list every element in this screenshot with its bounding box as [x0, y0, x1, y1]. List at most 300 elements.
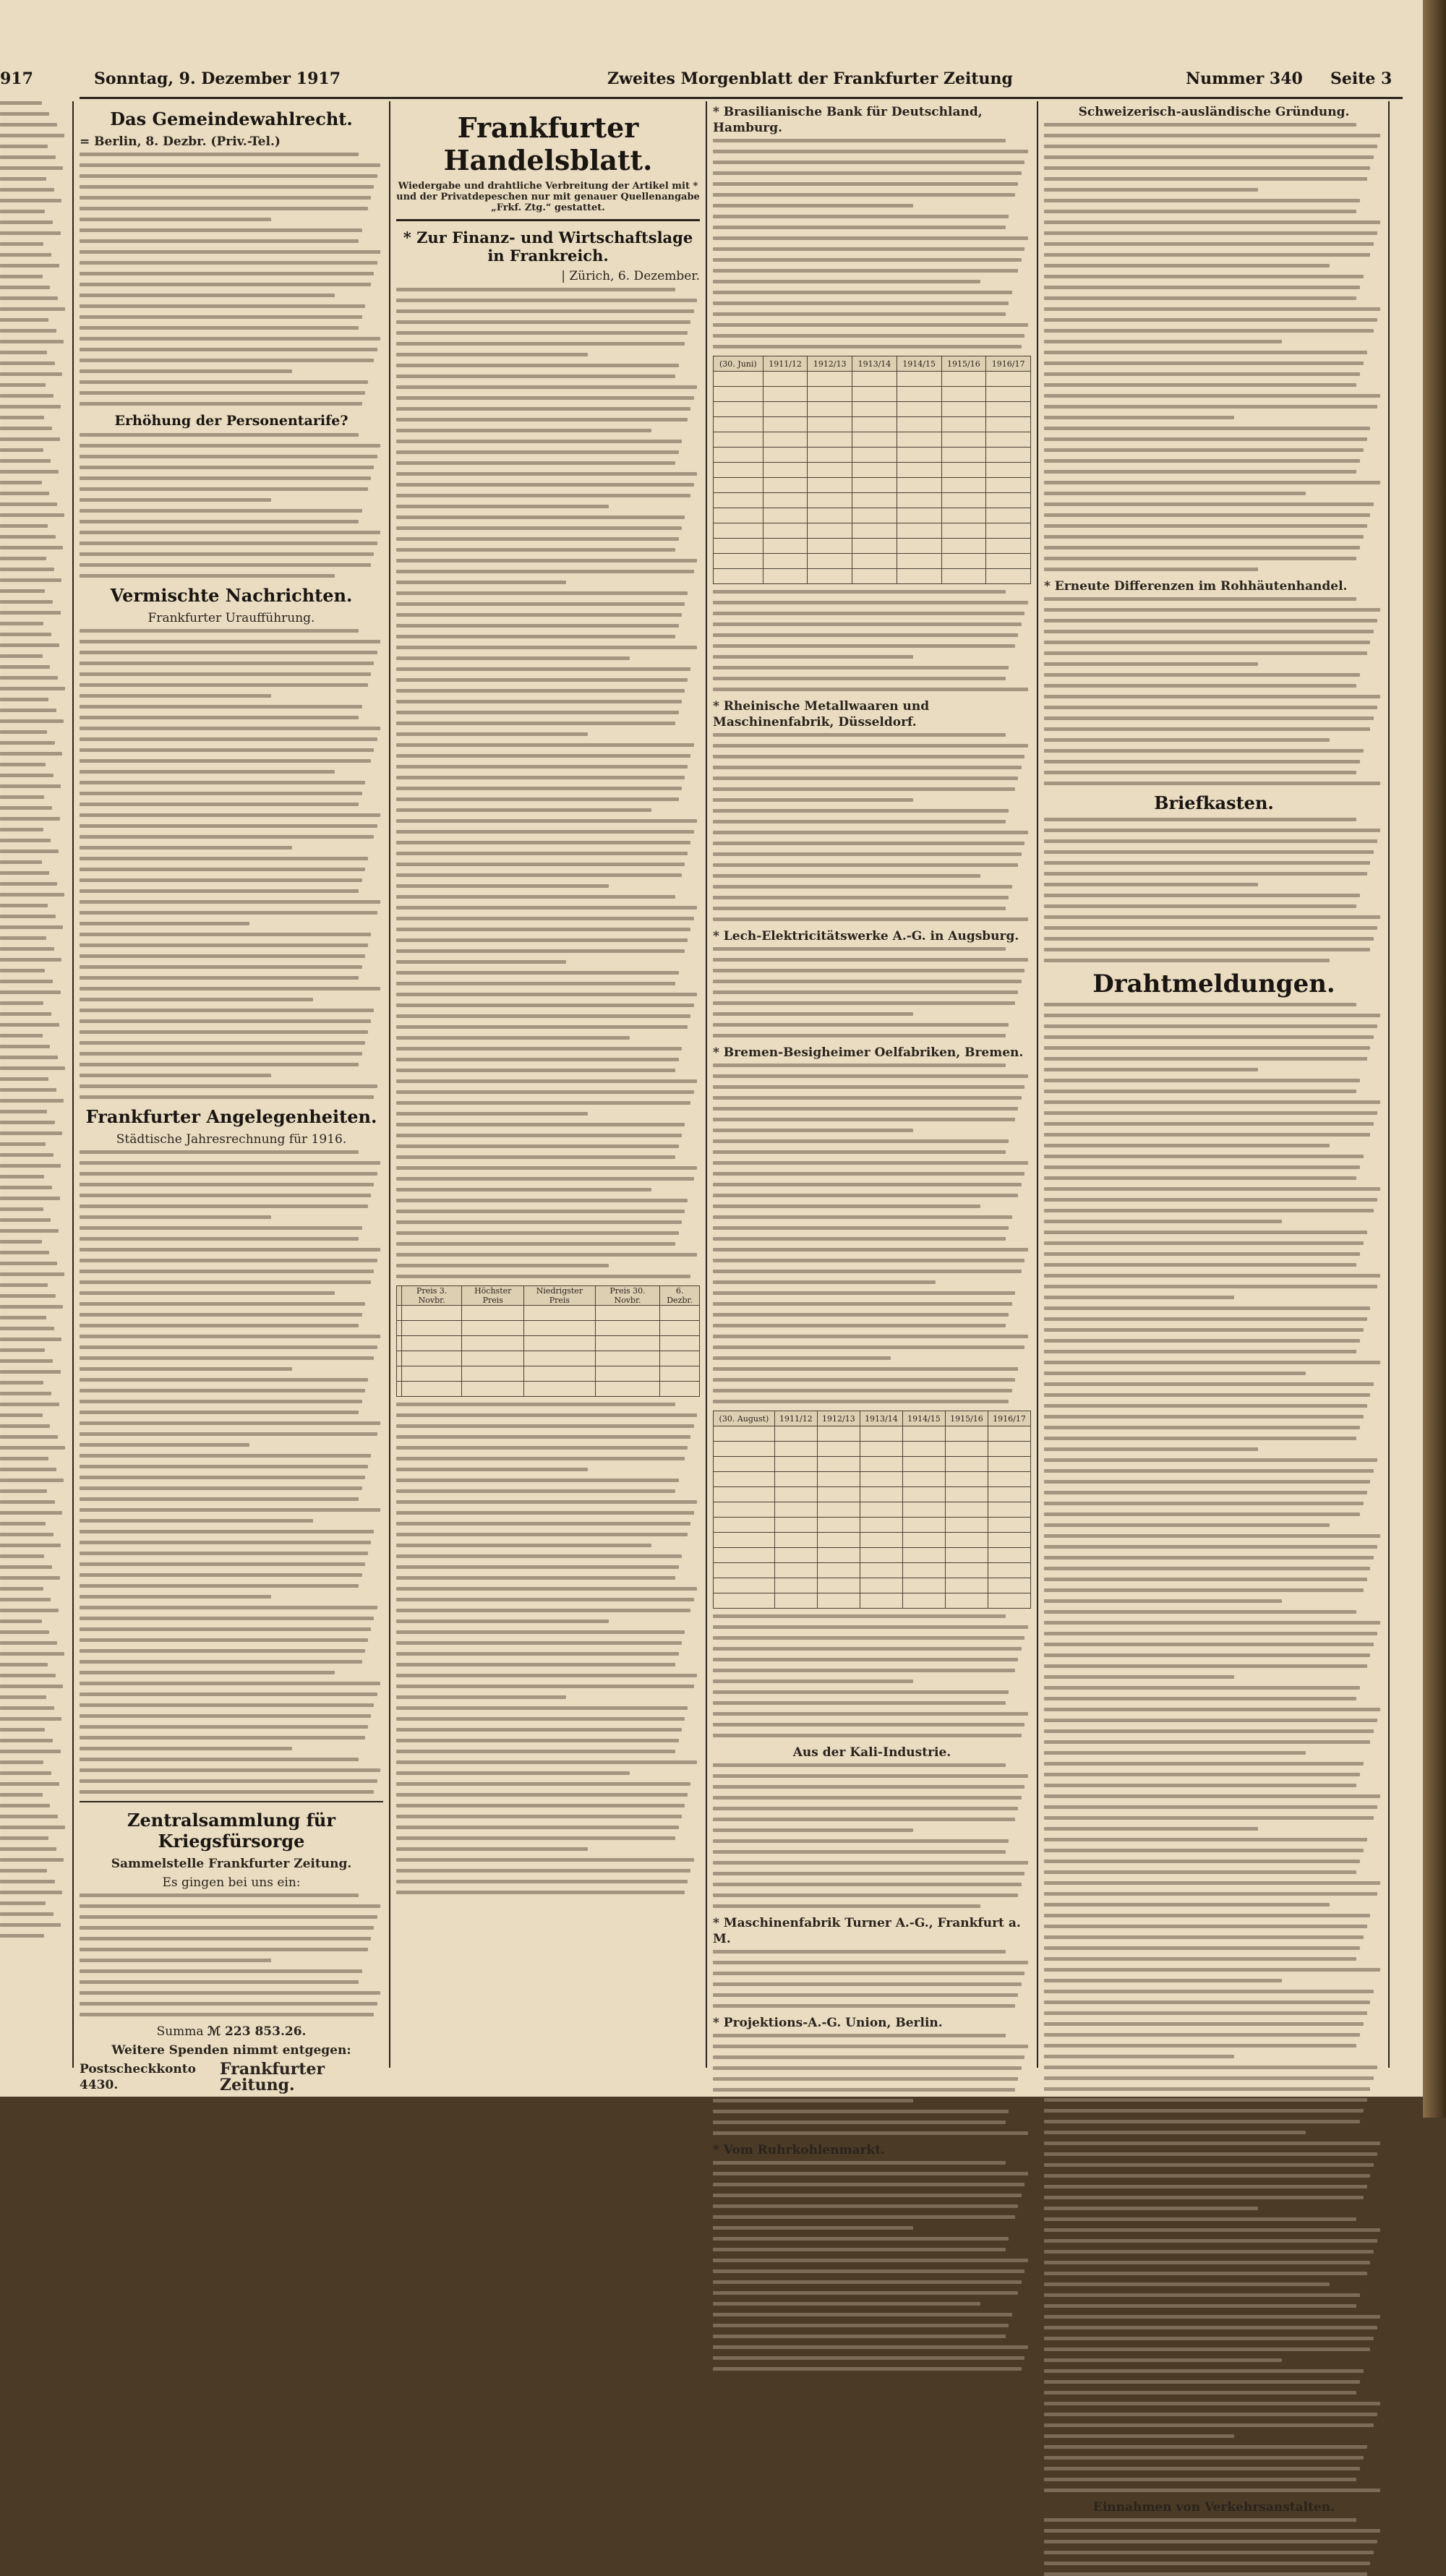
- text-line: [0, 1424, 50, 1428]
- text-line: [0, 1392, 51, 1395]
- text-line: [0, 1717, 61, 1721]
- text-line: [80, 998, 313, 1001]
- text-line: [0, 470, 59, 474]
- text-line: [0, 1858, 64, 1862]
- text-line: [0, 1153, 54, 1157]
- text-line: [713, 809, 1009, 813]
- text-line: [1044, 706, 1377, 709]
- text-line: [713, 291, 1012, 294]
- text-line: [1044, 1057, 1367, 1061]
- text-line: [1044, 2489, 1380, 2492]
- text-line: [80, 391, 365, 395]
- text-line: [1044, 2250, 1374, 2254]
- text-line: [713, 1150, 1006, 1154]
- text-line: [1044, 1827, 1258, 1831]
- text-line: [1044, 1480, 1370, 1484]
- text-line: [713, 1107, 1018, 1111]
- text-line: [1044, 2540, 1377, 2543]
- text-line: [80, 1270, 374, 1273]
- text-line: [1044, 2348, 1370, 2351]
- header-number: Nummer 340: [1186, 69, 1303, 88]
- subheading-urauffuehrung: Frankfurter Uraufführung.: [147, 611, 315, 625]
- text-line: [396, 982, 675, 985]
- text-line: [80, 153, 359, 156]
- text-line: [396, 1144, 679, 1148]
- text-line: [0, 882, 57, 886]
- text-line: [80, 1400, 362, 1403]
- text-line: [713, 1291, 1015, 1295]
- text-line: [1044, 2001, 1370, 2004]
- text-line: [1044, 275, 1364, 278]
- text-line: [80, 1693, 377, 1696]
- text-line: [0, 1034, 43, 1037]
- text-line: [1044, 2185, 1367, 2188]
- text-line: [0, 448, 43, 452]
- text-line: [80, 900, 380, 904]
- text-line: [80, 1443, 249, 1447]
- text-line: [80, 1617, 374, 1620]
- text-line: [1044, 2044, 1356, 2047]
- text-line: [396, 309, 694, 313]
- text-line: [396, 1750, 675, 1753]
- text-line: [1044, 619, 1377, 622]
- text-line: [713, 247, 1024, 251]
- text-line: [0, 676, 58, 680]
- text-line: [396, 581, 566, 584]
- text-line: [713, 139, 1006, 142]
- text-line: [1044, 1024, 1377, 1028]
- text-line: [396, 884, 609, 888]
- text-line: [0, 1121, 55, 1124]
- dateline-berlin: = Berlin, 8. Dezbr. (Priv.-Tel.): [80, 134, 281, 149]
- article-text: [713, 733, 1031, 921]
- text-line: [713, 1302, 1012, 1306]
- table-row: [397, 1351, 700, 1366]
- table-header: 1913/14: [852, 356, 897, 372]
- text-line: [80, 943, 368, 947]
- text-line: [0, 1023, 59, 1027]
- text-line: [713, 896, 1009, 899]
- text-line: [713, 1064, 1006, 1067]
- table-row: [714, 1457, 1031, 1472]
- text-line: [1044, 1567, 1370, 1570]
- header-date: Sonntag, 9. Dezember 1917: [94, 69, 341, 88]
- text-line: [80, 402, 362, 406]
- text-line: [396, 917, 694, 920]
- text-line: [0, 1077, 48, 1081]
- text-line: [80, 1541, 371, 1544]
- text-line: [80, 1736, 365, 1740]
- text-line: [713, 677, 1006, 680]
- text-line: [80, 1259, 377, 1262]
- text-line: [80, 272, 374, 275]
- article-text: [80, 433, 383, 578]
- text-line: [1044, 2261, 1370, 2264]
- text-line: [80, 1627, 371, 1631]
- text-line: [396, 1641, 682, 1645]
- text-line: [80, 1937, 371, 1940]
- text-line: [0, 654, 43, 658]
- text-line: [396, 1264, 609, 1267]
- text-line: [0, 1934, 44, 1938]
- text-line: [0, 1479, 64, 1482]
- text-line: [0, 817, 60, 821]
- text-line: [396, 895, 675, 899]
- text-line: [1044, 1393, 1370, 1397]
- text-line: [396, 624, 679, 628]
- text-line: [713, 1204, 980, 1208]
- text-line: [396, 1090, 694, 1094]
- text-line: [713, 787, 1015, 791]
- text-line: [0, 828, 43, 831]
- column-3: [713, 101, 1031, 2157]
- text-line: [1044, 1502, 1364, 1505]
- text-line: [0, 296, 58, 300]
- text-line: [1044, 2434, 1234, 2438]
- text-line: [0, 774, 54, 777]
- heading-drahtmeldungen: Drahtmeldungen.: [1092, 970, 1335, 998]
- text-line: [396, 689, 685, 693]
- text-line: [1044, 1588, 1364, 1592]
- text-line: [713, 2335, 1006, 2338]
- text-line: [713, 601, 1028, 604]
- text-line: [1044, 1925, 1367, 1928]
- text-line: [396, 1479, 679, 1482]
- heading-ruhrkohlenmarkt: * Vom Ruhrkohlenmarkt.: [713, 2143, 886, 2157]
- text-line: [396, 515, 685, 519]
- text-line: [713, 2066, 1022, 2070]
- text-line: [396, 700, 682, 703]
- table-row: [714, 539, 1031, 554]
- text-line: [713, 655, 913, 659]
- text-line: [396, 1674, 697, 1677]
- text-line: [80, 651, 377, 654]
- text-line: [1044, 2141, 1380, 2145]
- text-line: [0, 719, 64, 723]
- text-line: [396, 1457, 685, 1460]
- text-line: [0, 578, 61, 582]
- text-line: [713, 1828, 913, 1832]
- text-line: [0, 437, 60, 441]
- text-line: [0, 405, 61, 408]
- text-line: [1044, 2239, 1377, 2243]
- text-line: [0, 1554, 44, 1558]
- text-line: [80, 1584, 359, 1588]
- text-line: [713, 1636, 1024, 1640]
- text-line: [713, 280, 980, 283]
- subheading-sammelstelle: Sammelstelle Frankfurter Zeitung.: [111, 1857, 352, 1871]
- article-text: [1044, 2518, 1384, 2576]
- text-line: [0, 1739, 53, 1742]
- text-line: [396, 635, 675, 638]
- text-line: [396, 1199, 688, 1202]
- handelsblatt-title: Frankfurter Handelsblatt.: [443, 111, 653, 176]
- text-line: [80, 1904, 380, 1908]
- text-line: [0, 1305, 63, 1309]
- text-line: [396, 299, 697, 302]
- text-line: [1044, 1241, 1364, 1245]
- text-line: [1044, 1361, 1380, 1364]
- text-line: [0, 1457, 48, 1460]
- further-donations: Weitere Spenden nimmt entgegen:: [111, 2043, 351, 2058]
- text-line: [0, 1164, 61, 1168]
- article-text: [1044, 123, 1384, 571]
- article-text: [713, 139, 1031, 348]
- text-line: [396, 1804, 685, 1807]
- text-line: [396, 971, 679, 975]
- text-line: [80, 976, 359, 980]
- text-line: [1044, 481, 1380, 484]
- text-line: [1044, 351, 1367, 354]
- text-line: [80, 911, 377, 915]
- text-line: [0, 145, 48, 148]
- text-line: [80, 759, 371, 763]
- text-line: [1044, 1350, 1356, 1353]
- text-line: [1044, 1751, 1306, 1755]
- text-line: [0, 1500, 55, 1504]
- text-line: [396, 1630, 685, 1634]
- text-line: [0, 1544, 61, 1547]
- text-line: [1044, 2518, 1356, 2522]
- text-line: [396, 1739, 679, 1742]
- text-line: [0, 1489, 47, 1493]
- text-line: [396, 1403, 675, 1406]
- text-line: [713, 2313, 1012, 2316]
- postcheck-account: Postscheckkonto 4430.: [80, 2062, 196, 2092]
- text-line: [396, 732, 588, 736]
- article-text: [713, 1950, 1031, 2008]
- text-line: [0, 1413, 43, 1417]
- text-line: [1044, 1252, 1360, 1256]
- text-line: [1044, 1545, 1377, 1549]
- text-line: [0, 210, 45, 213]
- text-line: [1044, 1382, 1374, 1386]
- text-line: [1044, 459, 1360, 463]
- text-line: [80, 1476, 365, 1479]
- text-line: [396, 505, 609, 508]
- text-line: [713, 1872, 1024, 1875]
- text-line: [396, 1101, 690, 1105]
- text-line: [713, 633, 1018, 637]
- text-line: [80, 1768, 380, 1772]
- text-line: [1044, 2478, 1356, 2481]
- text-line: [0, 1847, 56, 1851]
- text-line: [1044, 524, 1367, 528]
- text-line: [713, 2110, 1009, 2113]
- text-line: [396, 819, 697, 823]
- table-row: [397, 1321, 700, 1336]
- text-line: [0, 1012, 51, 1016]
- total-label: Summa: [156, 2024, 204, 2039]
- text-line: [0, 188, 54, 192]
- heading-bremen-besigheimer: * Bremen-Besigheimer Oelfabriken, Bremen.: [713, 1045, 1024, 1060]
- text-line: [713, 1861, 1028, 1865]
- text-line: [80, 1291, 335, 1295]
- text-line: [0, 112, 49, 116]
- text-line: [1044, 597, 1356, 601]
- text-line: [80, 1991, 380, 1995]
- text-line: [396, 1210, 685, 1213]
- text-line: [396, 1706, 688, 1710]
- text-line: [396, 364, 679, 367]
- text-line: [1044, 1653, 1370, 1657]
- text-line: [396, 1522, 690, 1526]
- text-line: [80, 737, 377, 741]
- text-line: [1044, 861, 1370, 865]
- text-line: [80, 954, 365, 958]
- article-text: [1044, 818, 1384, 962]
- text-line: [80, 1779, 377, 1783]
- text-line: [396, 1413, 697, 1417]
- text-line: [396, 1242, 675, 1246]
- text-line: [713, 622, 1022, 626]
- text-line: [713, 1085, 1024, 1089]
- text-line: [1044, 782, 1380, 785]
- text-line: [80, 1302, 365, 1306]
- text-line: [80, 792, 362, 795]
- text-line: [396, 1793, 688, 1797]
- text-line: [1044, 1231, 1367, 1234]
- text-line: [713, 2099, 913, 2102]
- header-page: Seite 3: [1330, 69, 1392, 88]
- text-line: [396, 1609, 690, 1612]
- text-line: [80, 1161, 380, 1165]
- text-line: [0, 1565, 52, 1569]
- text-line: [396, 1155, 675, 1159]
- text-line: [396, 1815, 682, 1818]
- text-line: [1044, 1458, 1377, 1462]
- text-line: [713, 612, 1024, 615]
- text-line: [713, 831, 1028, 834]
- text-line: [1044, 145, 1377, 148]
- text-line: [396, 1500, 697, 1504]
- heading-frankfurter-angelegenheiten: Frankfurter Angelegenheiten.: [85, 1106, 377, 1127]
- text-line: [1044, 760, 1360, 763]
- text-line: [713, 2131, 1028, 2135]
- text-line: [396, 1424, 694, 1428]
- text-line: [1044, 1306, 1370, 1310]
- table-header: (30. Juni): [714, 356, 763, 372]
- text-line: [1044, 1534, 1380, 1538]
- text-line: [396, 1826, 679, 1829]
- text-line: [1044, 1664, 1367, 1668]
- table-body: [714, 372, 1031, 584]
- text-line: [80, 1009, 374, 1012]
- heading-zentralsammlung: Zentralsammlung für Kriegsfürsorge: [127, 1810, 336, 1852]
- text-line: [1044, 123, 1356, 127]
- text-line: [0, 1370, 61, 1374]
- text-line: [1044, 1285, 1377, 1288]
- text-line: [80, 1194, 371, 1197]
- text-line: [396, 418, 688, 422]
- text-line: [0, 969, 45, 972]
- text-line: [396, 472, 697, 476]
- text-line: [80, 672, 371, 676]
- text-line: [0, 177, 46, 181]
- text-line: [0, 329, 56, 333]
- text-line: [1044, 2413, 1377, 2416]
- text-line: [713, 1883, 1022, 1886]
- text-line: [1044, 307, 1380, 311]
- text-line: [80, 444, 380, 448]
- text-line: [80, 781, 365, 784]
- article-text: [80, 1150, 383, 1794]
- text-line: [396, 1717, 685, 1721]
- text-line: [396, 353, 588, 356]
- text-line: [713, 2004, 1015, 2008]
- text-line: [0, 253, 51, 257]
- text-line: [713, 1034, 1006, 1037]
- text-line: [1044, 829, 1380, 832]
- table-row: [714, 554, 1031, 569]
- text-line: [713, 1701, 1006, 1705]
- text-line: [0, 1338, 61, 1341]
- text-line: [396, 1760, 697, 1764]
- text-line: [0, 1511, 62, 1515]
- text-line: [1044, 904, 1356, 908]
- donation-list: [80, 1894, 383, 2016]
- text-line: [1044, 915, 1380, 919]
- text-line: [396, 407, 690, 411]
- text-line: [713, 1614, 1006, 1618]
- text-line: [0, 806, 52, 810]
- text-line: [1044, 1014, 1380, 1017]
- article-text: [713, 2161, 1031, 2371]
- text-line: [1044, 1805, 1377, 1809]
- text-line: [80, 1573, 362, 1577]
- text-line: [0, 1186, 52, 1189]
- text-line: [713, 1259, 1024, 1262]
- text-line: [713, 1993, 1018, 1997]
- text-line: [396, 656, 630, 660]
- text-line: [80, 207, 368, 210]
- text-line: [80, 889, 359, 893]
- table-header: Niedrigster Preis: [524, 1286, 596, 1306]
- text-line: [396, 906, 697, 910]
- text-line: [396, 1782, 690, 1786]
- text-line: [80, 1926, 374, 1930]
- text-line: [0, 947, 54, 951]
- text-line: [80, 1465, 368, 1468]
- text-line: [713, 1367, 1018, 1371]
- text-line: [1044, 1578, 1367, 1581]
- text-line: [80, 748, 374, 752]
- text-line: [713, 1280, 936, 1284]
- table-row: [397, 1382, 700, 1397]
- text-line: [713, 1248, 1028, 1251]
- text-line: [1044, 2228, 1380, 2232]
- text-line: [1044, 1784, 1356, 1787]
- table-header: Höchster Preis: [462, 1286, 524, 1306]
- column-2: [396, 101, 700, 2068]
- text-line: [1044, 1675, 1234, 1679]
- text-line: [80, 542, 377, 545]
- text-line: [713, 733, 1006, 737]
- text-line: [0, 850, 59, 853]
- text-line: [0, 123, 57, 127]
- text-line: [80, 1959, 271, 1962]
- text-line: [80, 1378, 368, 1382]
- text-line: [1044, 1729, 1374, 1733]
- text-line: [713, 2215, 1015, 2219]
- article-text: [80, 153, 383, 406]
- text-line: [1044, 1155, 1364, 1158]
- text-line: [0, 481, 42, 484]
- text-line: [713, 2269, 1024, 2273]
- table-row: [397, 1336, 700, 1351]
- text-line: [713, 1818, 1015, 1821]
- text-line: [80, 563, 371, 567]
